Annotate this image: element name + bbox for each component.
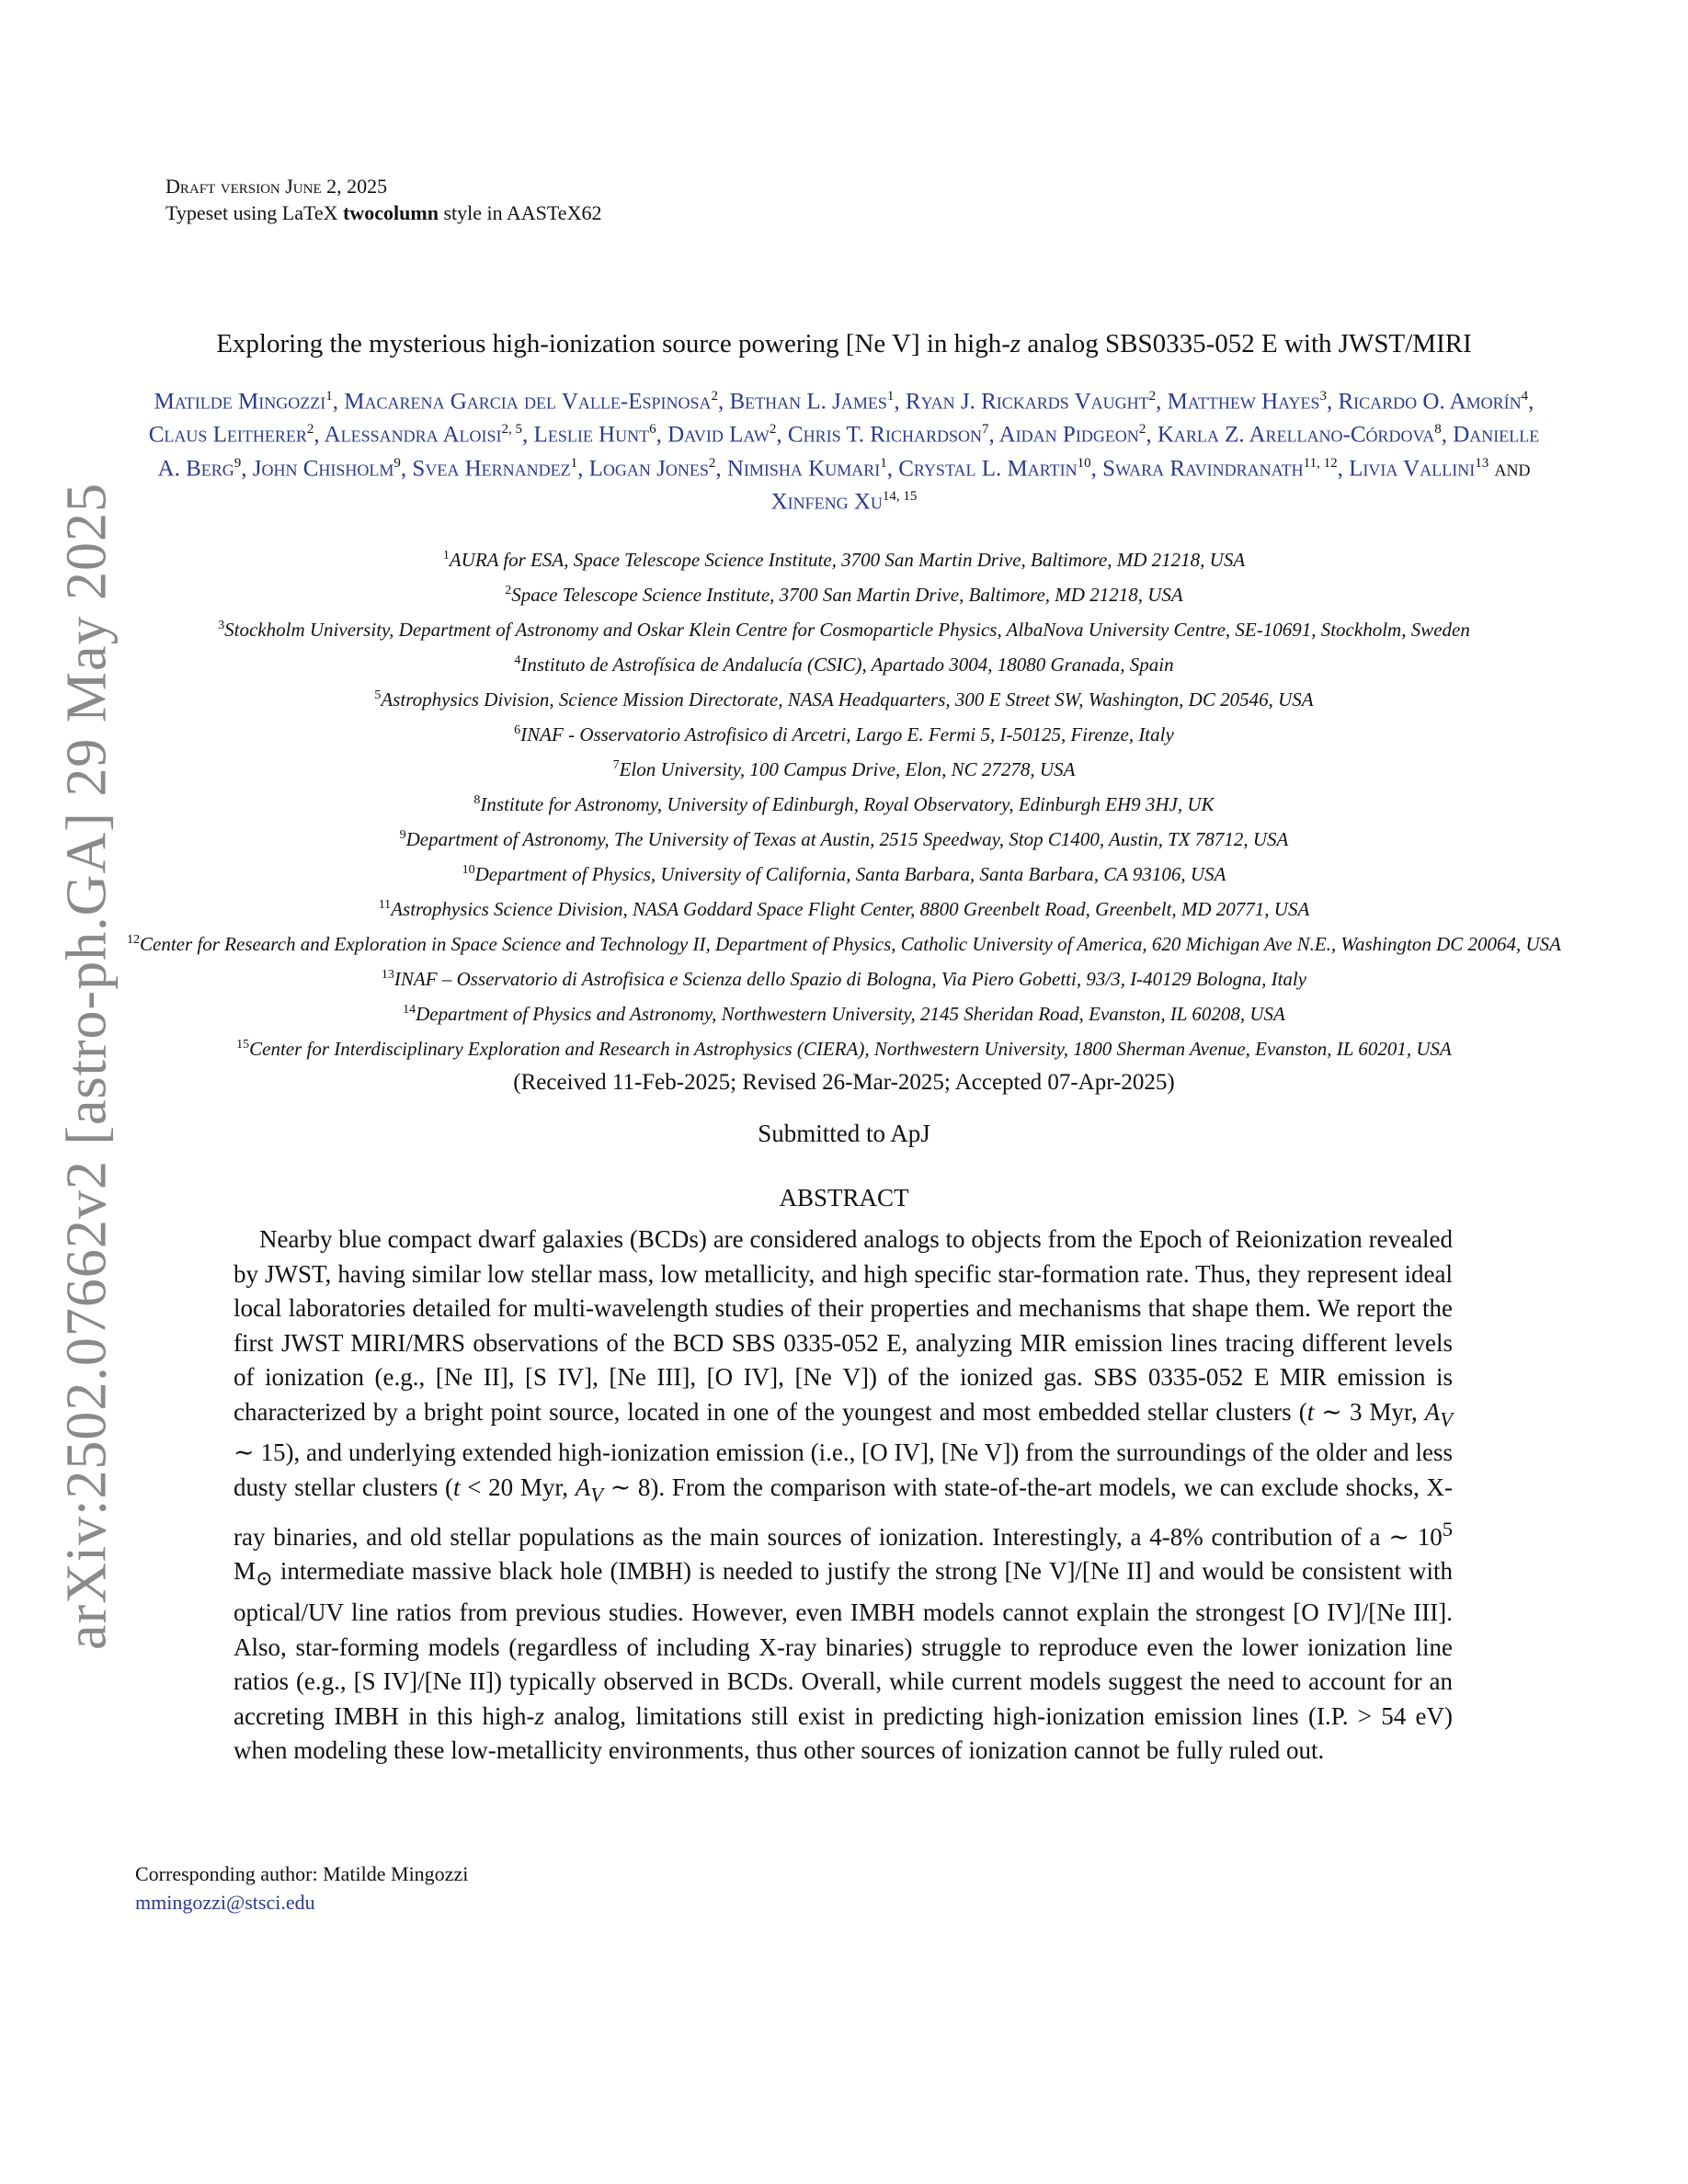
affiliation-text: Stockholm University, Department of Astronomy and Oskar Klein Centre for Cosmoparticle Physics, AlbaNova University Centre, SE-10691, Stockholm, Sweden <box>224 619 1470 641</box>
author-name[interactable]: Macarena Garcia del Valle-Espinosa <box>344 389 712 415</box>
author-affiliation-marker: 1 <box>570 455 578 471</box>
author-name[interactable]: Alessandra Aloisi <box>324 422 502 448</box>
affiliation-item <box>120 855 1568 890</box>
affiliation-item <box>120 785 1568 820</box>
corresponding-author-email-link[interactable]: mmingozzi@stsci.edu <box>135 1891 315 1914</box>
affiliation-item <box>120 820 1568 855</box>
affiliation-item <box>120 540 1568 575</box>
affiliation-number: 4 <box>514 654 521 667</box>
affiliation-item <box>120 960 1568 995</box>
paper-title: Exploring the mysterious high-ionization source powering [Ne V] in high-z analog SBS0335-052 E with JWST/MIRI <box>216 329 1472 358</box>
corresponding-author: Corresponding author: Matilde Mingozzi <box>135 1862 469 1885</box>
author-affiliation-marker: 2 <box>769 422 777 438</box>
author-affiliation-marker: 9 <box>234 455 242 471</box>
author-affiliation-marker: 9 <box>393 455 401 471</box>
affiliation-number: 15 <box>236 1038 250 1052</box>
affiliation-item <box>120 925 1568 960</box>
affiliation-number: 1 <box>442 549 450 563</box>
affiliation-item <box>120 1029 1568 1064</box>
author-affiliation-marker: 7 <box>982 422 989 438</box>
affiliation-item <box>120 680 1568 715</box>
affiliation-item <box>120 995 1568 1029</box>
author-affiliation-marker: 1 <box>880 455 887 471</box>
author-name[interactable]: Ryan J. Rickards Vaught <box>905 389 1149 415</box>
affiliation-list <box>120 540 1568 1064</box>
author-name[interactable]: Crystal L. Martin <box>898 455 1078 481</box>
affiliation-text: Department of Physics, University of California, Santa Barbara, Santa Barbara, CA 93106, USA <box>474 863 1226 885</box>
author-affiliation-marker: 10 <box>1077 455 1091 471</box>
affiliation-number: 3 <box>218 619 225 632</box>
author-name[interactable]: Ricardo O. Amorín <box>1338 389 1522 415</box>
author-name[interactable]: Swara Ravindranath <box>1102 455 1304 481</box>
author-name[interactable]: Matthew Hayes <box>1167 389 1320 415</box>
author-name[interactable]: Bethan L. James <box>729 389 887 415</box>
affiliation-number: 12 <box>127 933 140 947</box>
author-affiliation-marker: 8 <box>1434 422 1442 438</box>
abstract-heading: ABSTRACT <box>779 1184 909 1211</box>
affiliation-text: Department of Astronomy, The University of Texas at Austin, 2515 Speedway, Stop C1400, Austin, TX 78712, USA <box>405 828 1289 850</box>
affiliation-number: 2 <box>505 584 512 597</box>
affiliation-text: Instituto de Astrofísica de Andalucía (CSIC), Apartado 3004, 18080 Granada, Spain <box>520 654 1174 676</box>
author-name[interactable]: David Law <box>667 422 770 448</box>
author-affiliation-marker: 2 <box>1138 422 1146 438</box>
affiliation-text: Space Telescope Science Institute, 3700 San Martin Drive, Baltimore, MD 21218, USA <box>511 584 1183 606</box>
author-conjunction: and <box>1494 455 1531 481</box>
author-name[interactable]: Nimisha Kumari <box>726 455 881 481</box>
author-affiliation-marker: 1 <box>886 389 895 404</box>
author-affiliation-marker: 2, 5 <box>501 422 523 438</box>
author-affiliation-marker: 14, 15 <box>882 488 918 504</box>
affiliation-text: Center for Research and Exploration in Space Science and Technology II, Department of Physics, Catholic University of America, 620 Michigan Ave N.E., Washington DC 20064, USA <box>140 933 1561 955</box>
author-affiliation-marker: 2 <box>708 455 716 471</box>
affiliation-number: 6 <box>514 723 521 737</box>
affiliation-number: 14 <box>403 1003 416 1017</box>
author-name[interactable]: Livia Vallini <box>1349 455 1476 481</box>
author-affiliation-marker: 1 <box>325 389 333 404</box>
author-name[interactable]: Chris T. Richardson <box>787 422 982 448</box>
affiliation-text: Astrophysics Science Division, NASA Goddard Space Flight Center, 8800 Greenbelt Road, Greenbelt, MD 20771, USA <box>391 898 1310 920</box>
arxiv-identifier-stamp: arXiv:2502.07662v2 [astro-ph.GA] 29 May 2025 <box>55 482 119 1651</box>
affiliation-text: Elon University, 100 Campus Drive, Elon, NC 27278, USA <box>619 758 1076 780</box>
received-dates: (Received 11-Feb-2025; Revised 26-Mar-2025; Accepted 07-Apr-2025) <box>513 1070 1175 1095</box>
author-name[interactable]: Karla Z. Arellano-Córdova <box>1157 422 1435 448</box>
affiliation-number: 9 <box>399 828 406 842</box>
author-name[interactable]: Claus Leitherer <box>148 422 307 448</box>
typeset-line <box>165 201 601 225</box>
author-affiliation-marker: 4 <box>1521 389 1529 404</box>
affiliation-text: AURA for ESA, Space Telescope Science Institute, 3700 San Martin Drive, Baltimore, MD 21218, USA <box>449 549 1246 571</box>
affiliation-number: 8 <box>473 793 481 807</box>
author-name[interactable]: Logan Jones <box>588 455 709 481</box>
draft-version-line: Draft version June 2, 2025 <box>165 175 388 198</box>
affiliation-number: 5 <box>374 688 382 702</box>
author-affiliation-marker: 2 <box>306 422 314 438</box>
typeset-suffix: style in AASTeX62 <box>438 201 602 224</box>
affiliation-item <box>120 715 1568 750</box>
author-affiliation-marker: 3 <box>1319 389 1327 404</box>
affiliation-number: 10 <box>462 863 475 877</box>
author-name[interactable]: Svea Hernandez <box>412 455 571 481</box>
submitted-journal: Submitted to ApJ <box>758 1120 930 1147</box>
abstract-body: Nearby blue compact dwarf galaxies (BCDs) are considered analogs to objects from the Epoch of Reionization revealed by JWST, having similar low stellar mass, low metallicity, and high specific star-formation rate. Thus, they represent ideal local laboratories detailed for multi-wavelength studies of their properties and mechanisms that shape them. We report the first JWST MIRI/MRS observations of the BCD SBS 0335-052 E, analyzing MIR emission lines tracing different levels of ionization (e.g., [Ne II], [S IV], [Ne III], [O IV], [Ne V]) of the ionized gas. SBS 0335-052 E MIR emission is characterized by a bright point source, located in one of the youngest and most embedded stellar clusters (t ∼ 3 Myr, $A_V$ ∼ 15), and underlying extended high-ionization emission (i.e., [O IV], [Ne V]) from the surroundings of the older and less dusty stellar clusters (t < 20 Myr, $A_V$ ∼ 8). From the comparison with state-of-the-art models, we can exclude shocks, X-ray binaries, and old stellar populations as the main sources of ionization. Interestingly, a 4-8% contribution of a ∼ $10^5$ $M_⊙$ intermediate massive black hole (IMBH) is needed to justify the strong [Ne V]/[Ne II] and would be consistent with optical/UV line ratios from previous studies. However, even IMBH models cannot explain the strongest [O IV]/[Ne III]. Also, star-forming models (regardless of including X-ray binaries) struggle to reproduce even the lower ionization line ratios (e.g., [S IV]/[Ne II]) typically observed in BCDs. Overall, while current models suggest the need to account for an accreting IMBH in this high-z analog, limitations still exist in predicting high-ionization emission lines (I.P. > 54 eV) when modeling these low-metallicity environments, thus other sources of ionization cannot be fully ruled out. <box>234 1225 1454 1765</box>
affiliation-item <box>120 575 1568 610</box>
author-affiliation-marker: 11, 12 <box>1303 455 1338 471</box>
author-affiliation-marker: 2 <box>711 389 718 404</box>
affiliation-item <box>120 750 1568 785</box>
typeset-style-name: twocolumn <box>343 201 439 224</box>
author-name[interactable]: John Chisholm <box>252 455 394 481</box>
author-name[interactable]: Aidan Pidgeon <box>998 422 1139 448</box>
affiliation-text: Center for Interdisciplinary Exploration and Research in Astrophysics (CIERA), Northwestern University, 1800 Sherman Avenue, Evanston, IL 60201, USA <box>249 1038 1452 1060</box>
author-name[interactable]: Leslie Hunt <box>533 422 650 448</box>
author-list: Matilde Mingozzi$^1$, Macarena Garcia del Valle-Espinosa$^2$, Bethan L. James$^1$, Ryan J. Rickards Vaught$^2$, Matthew Hayes$^3$, Ricardo O. Amorín$^4$, Claus Leitherer$^2$, Alessandra Aloisi$^{2, 5}$, Leslie Hunt$^6$, David Law$^2$, Chris T. Richardson$^7$, Aidan Pidgeon$^2$, Karla Z. Arellano-Córdova$^8$, Danielle A. Berg$^9$, John Chisholm$^9$, Svea Hernandez$^1$, Logan Jones$^2$, Nimisha Kumari$^1$, Crystal L. Martin$^{10}$, Swara Ravindranath$^{11, 12}$, Livia Vallini$^{13}$ and Xinfeng Xu$^{14, 15}$ <box>148 389 1540 515</box>
author-affiliation-marker: 13 <box>1475 455 1489 471</box>
author-affiliation-marker: 2 <box>1148 389 1157 404</box>
affiliation-text: INAF – Osservatorio di Astrofisica e Scienza dello Spazio di Bologna, Via Piero Gobetti, 93/3, I-40129 Bologna, Italy <box>393 968 1307 990</box>
affiliation-number: 7 <box>612 758 620 772</box>
author-name[interactable]: Danielle A. Berg <box>157 422 1540 481</box>
author-affiliation-marker: 6 <box>649 422 656 438</box>
affiliation-text: Department of Physics and Astronomy, Northwestern University, 2145 Sheridan Road, Evanston, IL 60208, USA <box>416 1003 1285 1025</box>
typeset-prefix: Typeset using <box>165 201 282 224</box>
latex-logo: LaTeX <box>281 201 338 224</box>
author-name[interactable]: Xinfeng Xu <box>770 489 883 515</box>
affiliation-item <box>120 890 1568 925</box>
affiliation-number: 11 <box>378 898 392 912</box>
affiliation-text: INAF - Osservatorio Astrofisico di Arcetri, Largo E. Fermi 5, I-50125, Firenze, Italy <box>520 723 1174 745</box>
affiliation-text: Institute for Astronomy, University of Edinburgh, Royal Observatory, Edinburgh EH9 3HJ, UK <box>480 793 1215 815</box>
affiliation-item <box>120 645 1568 680</box>
affiliation-text: Astrophysics Division, Science Mission Directorate, NASA Headquarters, 300 E Street SW, Washington, DC 20546, USA <box>381 688 1314 711</box>
author-name[interactable]: Matilde Mingozzi <box>154 389 326 415</box>
affiliation-item <box>120 610 1568 645</box>
affiliation-number: 13 <box>381 968 394 982</box>
